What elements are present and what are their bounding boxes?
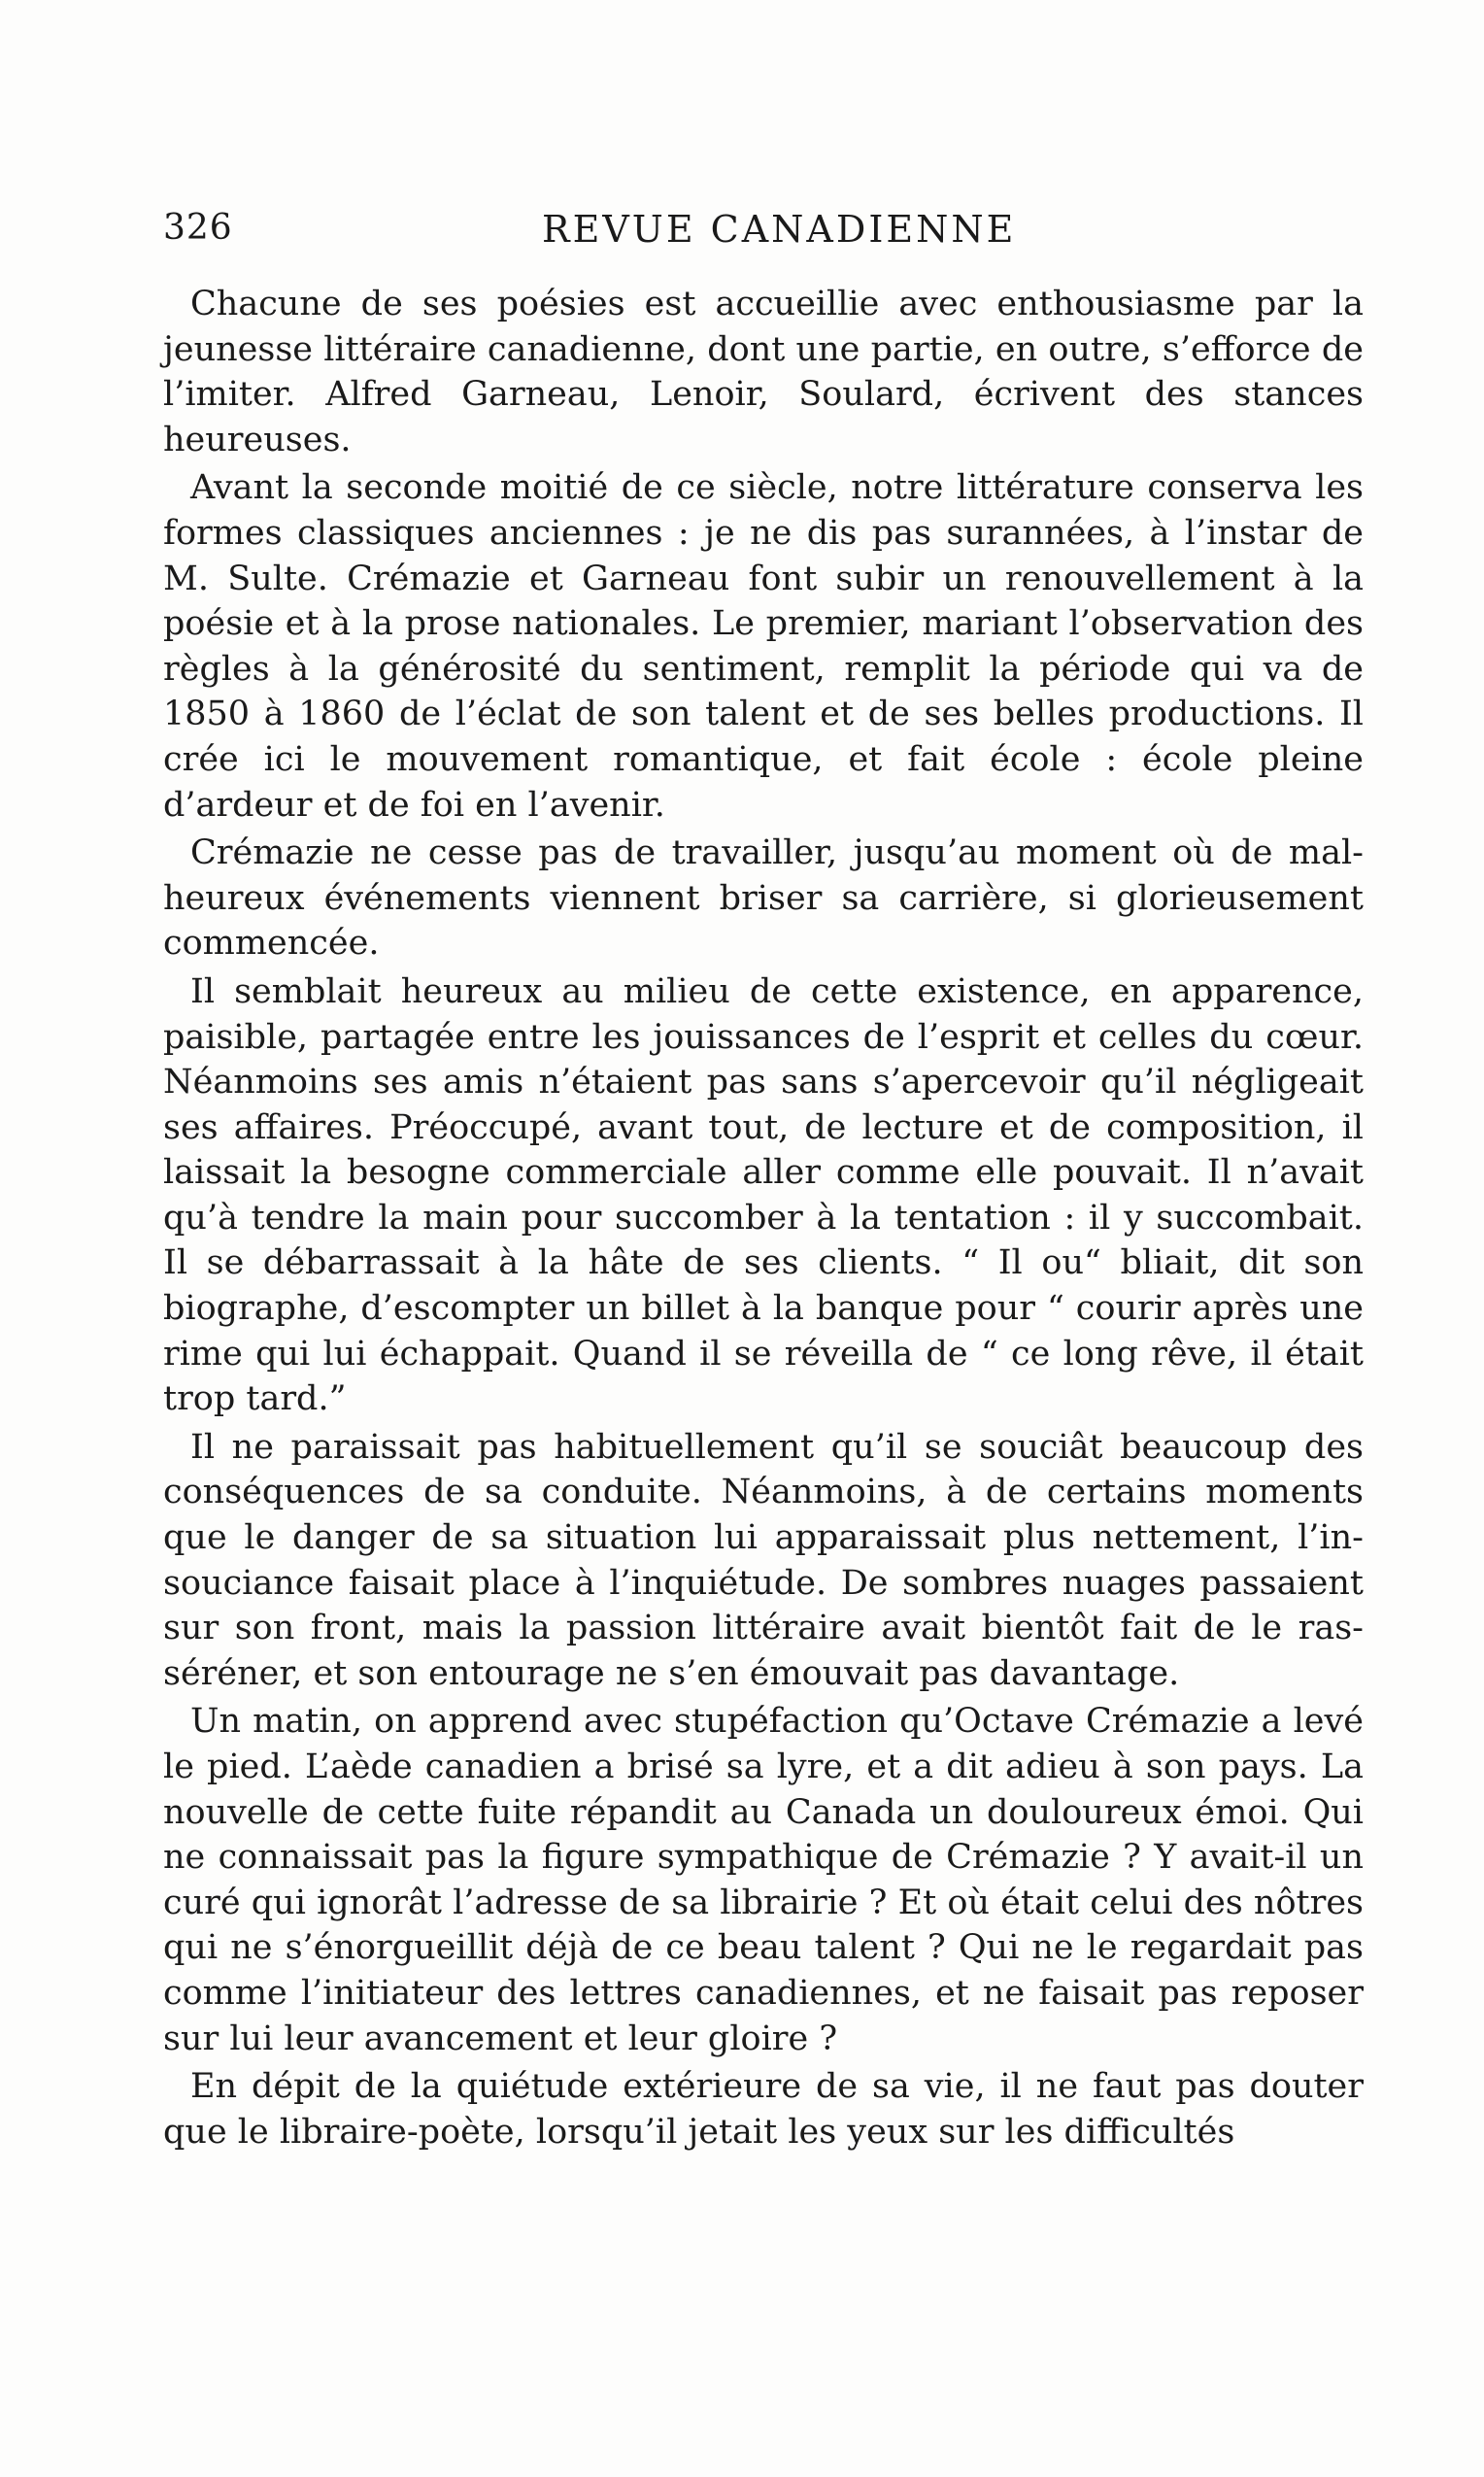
paragraph-3: Crémazie ne cesse pas de travailler, jusqu’au moment où de malheureux événements viennent briser sa carrière, si glorieusement commencée.	[163, 833, 1364, 964]
paragraph-2: Avant la seconde moitié de ce siècle, notre littérature conserva les formes classiques anciennes : je ne dis pas surannées, à l’instar de M. Sulte. Crémazie et Garneau font subir un renouvellement à la poésie et à la prose nationales. Le premier, mariant l’observation des règles à la générosité du sentiment, remplit la période qui va de 1850 à 1860 de l’éclat de son talent et de ses belles productions. Il crée ici le mouvement romantique, et fait école : école pleine d’ardeur et de foi en l’avenir.	[163, 468, 1364, 825]
paragraph-4: Il semblait heureux au milieu de cette existence, en apparence, paisible, partagée entre les jouissances de l’esprit et celles du cœur. Néanmoins ses amis n’étaient pas sans s’apercevoir qu’il négligeait ses affaires. Préoccupé, avant tout, de lecture et de composition, il laissait la besogne commerciale aller comme elle pouvait. Il n’avait qu’à tendre la main pour succomber à la tentation : il y succombait. Il se débarrassait à la hâte de ses clients. “ Il ou“ bliait, dit son biographe, d’escompter un billet à la banque pour “ courir après une rime qui lui échappait. Quand il se réveilla de “ ce long rêve, il était trop tard.”	[163, 971, 1364, 1419]
body-text	[163, 282, 1364, 2157]
paragraph-1: Chacune de ses poésies est accueillie avec enthousiasme par la jeunesse littéraire canadienne, dont une partie, en outre, s’efforce de l’imiter. Alfred Garneau, Lenoir, Soulard, écrivent des stances heureuses.	[163, 285, 1364, 459]
page-header	[163, 208, 1348, 266]
page-number: 326	[163, 208, 233, 248]
paragraph-5: Il ne paraissait pas habituellement qu’il se souciât beaucoup des conséquences de sa conduite. Néanmoins, à de certains moments que le danger de sa situation lui apparaissait plus nettement, l’insouciance faisait place à l’inquiétude. De sombres nuages passaient sur son front, mais la passion littéraire avait bientôt fait de le rasséréner, et son entourage ne s’en émouvait pas davantage.	[163, 1427, 1364, 1693]
paragraph-7: En dépit de la quiétude extérieure de sa vie, il ne faut pas douter que le libraire-poète, lorsqu’il jetait les yeux sur les difficultés	[163, 2067, 1364, 2152]
paragraph-6: Un matin, on apprend avec stupéfaction qu’Octave Crémazie a levé le pied. L’aède canadien a brisé sa lyre, et a dit adieu à son pays. La nouvelle de cette fuite répandit au Canada un douloureux émoi. Qui ne connaissait pas la figure sympathique de Crémazie ? Y avait-il un curé qui ignorât l’adresse de sa librairie ? Et où était celui des nôtres qui ne s’énorgueillit déjà de ce beau talent ? Qui ne le regardait pas comme l’initiateur des lettres canadiennes, et ne faisait pas reposer sur lui leur avancement et leur gloire ?	[163, 1702, 1364, 2058]
running-title: REVUE CANADIENNE	[542, 208, 1017, 251]
